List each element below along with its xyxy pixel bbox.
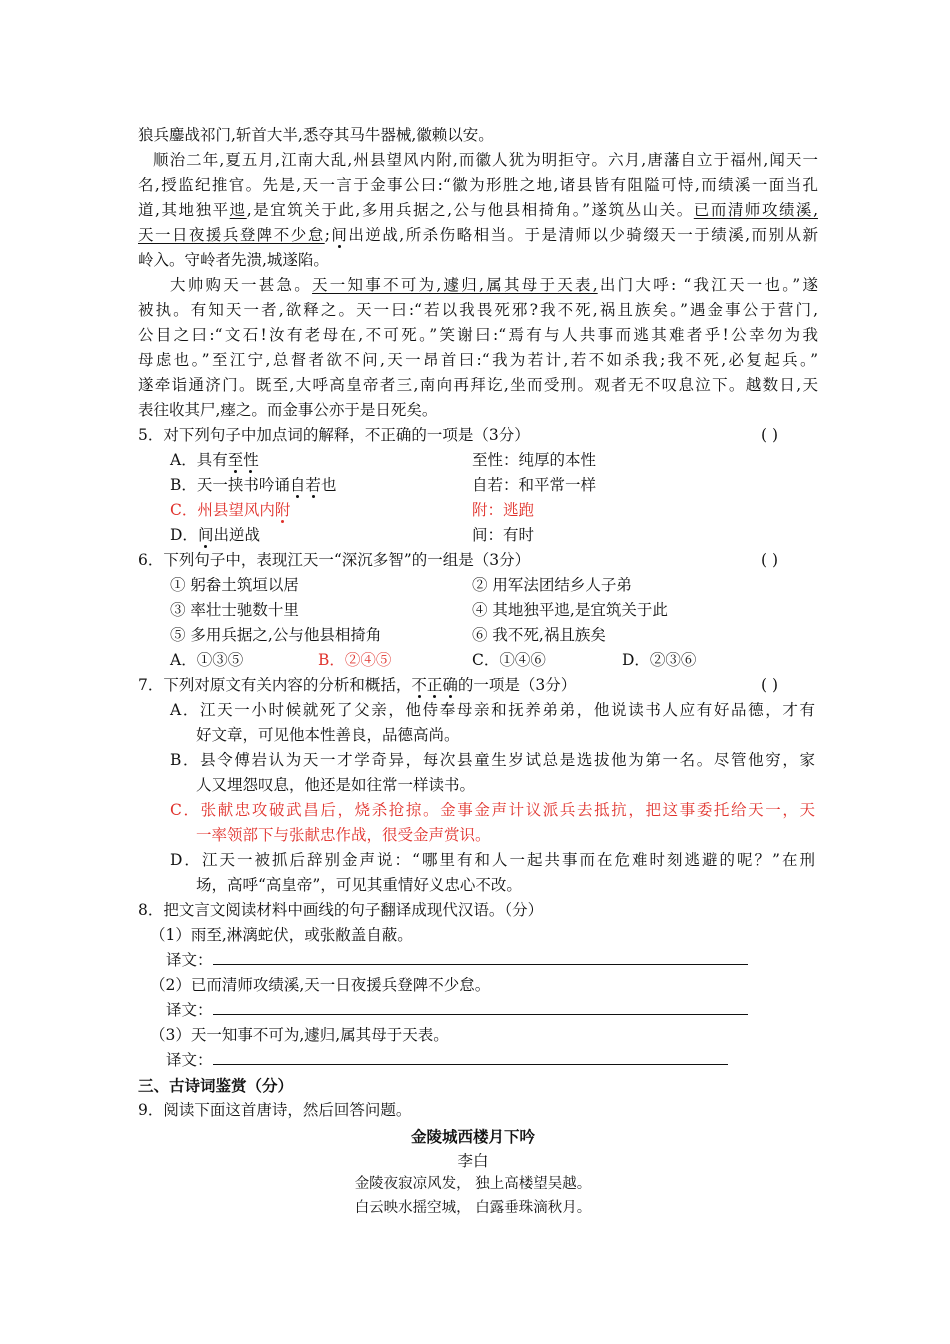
answer-blank[interactable]: [213, 948, 748, 965]
option-c-cont: [196, 823, 816, 848]
answer-paren: ( ): [760, 426, 778, 444]
dotted-char: 间: [197, 526, 214, 544]
text: 出门大呼: “我江天一也。”遂: [597, 276, 818, 294]
passage-line: [138, 223, 818, 248]
text: ③ 率壮士驰数十里: [170, 601, 299, 619]
translation-3: [166, 1048, 846, 1073]
text: 狼兵鏖战祁门,斩首大半,悉夺其马牛器械,徽赖以安。: [138, 126, 494, 144]
option-a: [170, 698, 815, 723]
passage-line: [138, 173, 818, 198]
poem-author: 李白: [457, 1152, 489, 1170]
text: 的一项是（3分）: [457, 676, 577, 694]
choice-row: [170, 648, 818, 673]
sentence-3: [150, 1023, 830, 1048]
text: 9．阅读下面这首唐诗，然后回答问题。: [138, 1101, 412, 1119]
text: B．县令傅岩认为天一才学奇异，每次县童生岁试总是选拔他为第一名。尽管他穷，家: [170, 751, 815, 769]
text: ① 躬畚土筑垣以居: [170, 576, 299, 594]
text: ⑤ 多用兵据之,公与他县相掎角: [170, 626, 382, 644]
passage-line: [138, 323, 818, 348]
text: ,是宜筑关于此,多用兵据之,公与他县相掎角。”遂筑丛山关。: [246, 201, 694, 219]
dotted-char: 至: [227, 451, 244, 469]
poem-title: 金陵城西楼月下吟: [410, 1127, 535, 1146]
text: 顺治二年,夏五月,江南大乱,州县望风内附,而徽人犹为明拒守。六月,唐藩自立于福州,闻天一: [153, 151, 818, 169]
text: 道,其地独平: [138, 201, 230, 219]
text: ② 用军法团结乡人子弟: [472, 576, 632, 594]
option-c: [170, 798, 815, 823]
dotted-char: 正: [426, 676, 443, 694]
sentence-2: [150, 973, 830, 998]
passage-line: [153, 148, 818, 173]
dotted-char: 自: [289, 476, 306, 494]
text: ⑥ 我不死,祸且族矣: [472, 626, 606, 644]
label: 译文：: [166, 1001, 213, 1019]
text: A．江天一小时候就死了父亲，他侍奉母亲和抚养弟弟，他说读书人应有好品德，才有: [170, 701, 815, 719]
question-6-stem: [138, 548, 818, 573]
option-a-cont: [196, 723, 816, 748]
passage-line: [138, 198, 818, 223]
sentence-1: [150, 923, 830, 948]
question-7-stem: [138, 673, 818, 698]
answer-blank[interactable]: [213, 998, 748, 1015]
dotted-char: 确: [442, 676, 458, 694]
text: 三、古诗词鉴赏（分）: [138, 1076, 294, 1095]
option-row: [170, 573, 818, 598]
text: 好文章，可见他本性善良，品德高尚。: [196, 726, 460, 744]
underlined-sentence: 天一日夜援兵登陴不少怠: [138, 226, 325, 244]
passage-line: [138, 298, 818, 323]
option-d: [170, 848, 815, 873]
passage-line: [170, 273, 818, 298]
passage-line: [138, 348, 818, 373]
text: 岭入。守岭者先溃,城遂陷。: [138, 251, 329, 269]
text: （2）已而清师攻绩溪,天一日夜援兵登陴不少怠。: [150, 976, 491, 994]
question-9-stem: [138, 1098, 818, 1123]
option-row: [170, 598, 818, 623]
option-c: [170, 498, 818, 523]
underlined-sentence: 天一知事不可为,遽归,属其母于天表,: [312, 276, 598, 294]
text: 遂牵诣通济门。既至,大呼高皇帝者三,南向再拜讫,坐而受刑。观者无不叹息泣下。越数日,天: [138, 376, 818, 394]
poem-line: 白云映水摇空城， 白露垂珠滴秋月。: [354, 1200, 592, 1216]
text: 7．下列对原文有关内容的分析和概括，: [138, 676, 412, 694]
dotted-char: 间: [329, 226, 349, 244]
text: 被执。有知天一者,欲释之。天一曰:“若以我畏死邪?我不死,祸且族矣。”遇金事公于营门,: [138, 301, 818, 319]
text: 一率领部下与张献忠作战，很受金声赏识。: [196, 826, 491, 844]
underlined-char: 迆: [229, 201, 247, 219]
poem-line: 金陵夜寂凉风发， 独上高楼望吴越。: [354, 1176, 592, 1192]
option-row: [170, 623, 818, 648]
text: 大帅购天一甚急。: [170, 276, 313, 294]
option-b: [170, 748, 815, 773]
text: D．江天一被抓后辞别金声说：“哪里有和人一起共事而在危难时刻逃避的呢？”在刑: [170, 851, 815, 869]
text: 也: [320, 476, 337, 494]
question-8-stem: [138, 898, 818, 923]
label: 译文：: [166, 951, 213, 969]
question-5-stem: [138, 423, 818, 448]
text: （3）天一知事不可为,遽归,属其母于天表。: [150, 1026, 449, 1044]
answer-paren: ( ): [760, 551, 778, 569]
option-b-cont: [196, 773, 816, 798]
label: 译文：: [166, 1051, 213, 1069]
option-d-cont: [196, 873, 816, 898]
text: 6．下列句子中，表现江天一“深沉多智”的一组是（3分）: [138, 551, 531, 569]
dotted-char: 性: [243, 451, 259, 469]
translation-1: [166, 948, 846, 973]
option-d: [170, 523, 818, 548]
text: C．张献忠攻破武昌后，烧杀抢掠。金事金声计议派兵去抵抗，把这事委托给天一，天: [170, 801, 815, 819]
text: 5．对下列句子中加点词的解释，不正确的一项是（3分）: [138, 426, 530, 444]
text: 人又埋怨叹息，他还是如往常一样读书。: [196, 776, 476, 794]
text: 间：有时: [472, 526, 535, 544]
choice-b: B．②④⑤: [318, 651, 392, 669]
text: 出逆战,所杀伤略相当。于是清师以少骑缀天一于绩溪,而别从新: [348, 226, 818, 244]
passage-line: [138, 123, 818, 148]
text: 母虑也。”至江宁,总督者欲不问,天一昂首曰:“我为若计,若不如杀我;我不死,必复起兵。”: [138, 351, 818, 369]
passage-line: [138, 248, 818, 273]
underlined-sentence: 已而清师攻绩溪,: [693, 201, 818, 219]
choice-a: A．①③⑤: [170, 651, 244, 669]
text: 8．把文言文阅读材料中画线的句子翻译成现代汉语。（分）: [138, 901, 544, 919]
text: C．州县望风内: [170, 501, 275, 519]
option-b: [170, 473, 818, 498]
text: B．天一挟书吟诵: [170, 476, 290, 494]
text: 场，高呼“高皇帝”，可见其重情好义忠心不改。: [196, 876, 522, 894]
text: D．: [170, 526, 198, 544]
section-heading: [138, 1073, 818, 1098]
passage-line: [138, 373, 818, 398]
choice-d: D．②③⑥: [622, 651, 697, 669]
text: ④ 其地独平迆,是宜筑关于此: [472, 601, 668, 619]
text: ;: [324, 226, 330, 244]
choice-c: C．①④⑥: [472, 651, 546, 669]
text: 表往收其尸,瘗之。而金事公亦于是日死矣。: [138, 401, 438, 419]
dotted-char: 附: [274, 501, 291, 519]
text: （1）雨至,淋漓蛇伏，或张敝盖自蔽。: [150, 926, 413, 944]
text: 名,授监纪推官。先是,天一言于金事公曰:“徽为形胜之地,诸县皆有阻隘可恃,而绩溪一面当孔: [138, 176, 818, 194]
text: 出逆战: [213, 526, 260, 544]
dotted-char: 不: [411, 676, 427, 694]
passage-line: [138, 398, 818, 423]
text: 公目之曰:“文石!汝有老母在,不可死。”笑谢曰:“焉有与人共事而逃其难者乎!公幸勿为我: [138, 326, 818, 344]
text: 自若：和平常一样: [472, 476, 597, 494]
text: A．具有: [170, 451, 228, 469]
translation-2: [166, 998, 846, 1023]
option-a: [170, 448, 818, 473]
answer-paren: ( ): [760, 676, 778, 694]
text: 附：逃跑: [472, 501, 535, 519]
answer-blank[interactable]: [213, 1048, 728, 1065]
dotted-char: 若: [305, 476, 321, 494]
text: 至性：纯厚的本性: [472, 451, 597, 469]
